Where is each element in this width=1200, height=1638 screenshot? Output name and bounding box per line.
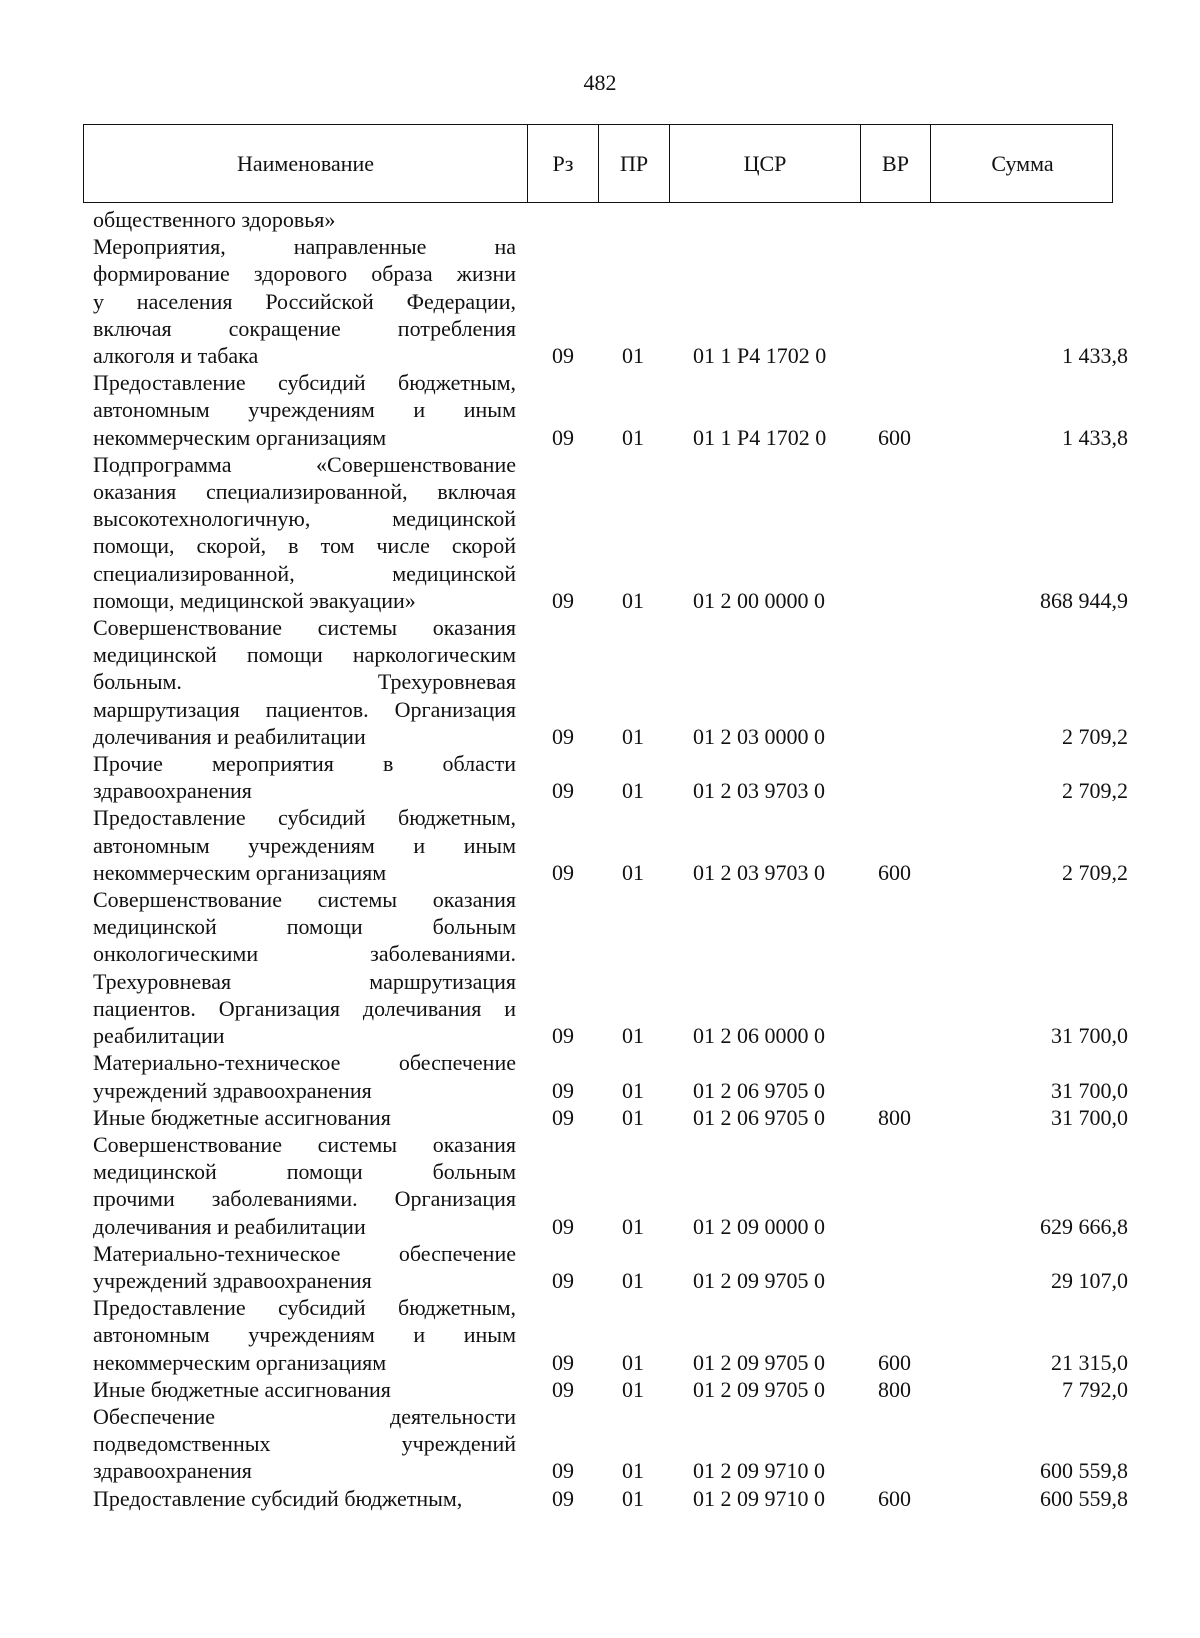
row-rz: 09 <box>552 1213 574 1239</box>
row-sum: 31 700,0 <box>1051 1023 1128 1049</box>
row-name-line: помощи, скорой, в том числе скорой <box>93 533 516 559</box>
row-rz: 09 <box>552 1458 574 1484</box>
row-name-line: больным. Трехуровневая <box>93 669 516 695</box>
row-vr: 600 <box>878 1485 911 1511</box>
row-sum: 1 433,8 <box>1062 343 1128 369</box>
row-name-line: Материально-техническое обеспечение <box>93 1050 516 1076</box>
row-pr: 01 <box>622 1023 644 1049</box>
header-pr: ПР <box>598 125 669 202</box>
row-pr: 01 <box>622 424 644 450</box>
row-sum: 629 666,8 <box>1040 1213 1128 1239</box>
row-pr: 01 <box>622 1213 644 1239</box>
row-name-line: Иные бюджетные ассигнования <box>93 1376 391 1402</box>
row-name-line: Прочие мероприятия в области <box>93 751 516 777</box>
table-header <box>83 124 1113 203</box>
row-rz: 09 <box>552 1267 574 1293</box>
row-name-line: онкологическими заболеваниями. <box>93 941 516 967</box>
row-name-line: формирование здорового образа жизни <box>93 261 516 287</box>
row-sum: 1 433,8 <box>1062 424 1128 450</box>
row-name-line: специализированной, медицинской <box>93 560 516 586</box>
header-sum: Сумма <box>930 125 1114 202</box>
table-row <box>0 369 1200 451</box>
row-name <box>93 1403 516 1485</box>
row-sum: 7 792,0 <box>1062 1376 1128 1402</box>
row-csr: 01 2 09 0000 0 <box>693 1213 825 1239</box>
row-pr: 01 <box>622 587 644 613</box>
header-name: Наименование <box>236 150 375 176</box>
row-csr: 01 2 09 9710 0 <box>693 1458 825 1484</box>
budget-table-body <box>0 206 1200 1512</box>
row-name <box>93 369 516 451</box>
row-rz: 09 <box>552 1077 574 1103</box>
row-name-line: здравоохранения <box>93 778 252 804</box>
table-row <box>0 804 1200 886</box>
row-rz: 09 <box>552 1485 574 1511</box>
row-vr: 600 <box>878 859 911 885</box>
row-pr: 01 <box>622 1104 644 1130</box>
row-rz: 09 <box>552 1349 574 1375</box>
row-rz: 09 <box>552 587 574 613</box>
row-name-line: маршрутизация пациентов. Организация <box>93 696 516 722</box>
row-pr: 01 <box>622 1267 644 1293</box>
table-row <box>0 1294 1200 1376</box>
row-name-line: автономным учреждениям и иным <box>93 832 516 858</box>
row-sum: 31 700,0 <box>1051 1104 1128 1130</box>
table-row <box>0 233 1200 369</box>
row-name <box>93 1485 516 1512</box>
row-rz: 09 <box>552 778 574 804</box>
row-pr: 01 <box>622 778 644 804</box>
row-name-line: алкоголя и табака <box>93 343 259 369</box>
row-name-line: общественного здоровья» <box>93 207 336 232</box>
row-pr: 01 <box>622 1485 644 1511</box>
row-name-line: долечивания и реабилитации <box>93 1213 366 1239</box>
table-row <box>0 1403 1200 1485</box>
row-name-line: Предоставление субсидий бюджетным, <box>93 1485 463 1511</box>
row-sum: 600 559,8 <box>1040 1458 1128 1484</box>
row-name-line: Материально-техническое обеспечение <box>93 1240 516 1266</box>
row-name-line: медицинской помощи наркологическим <box>93 642 516 668</box>
row-vr: 800 <box>878 1376 911 1402</box>
row-sum: 2 709,2 <box>1062 859 1128 885</box>
row-csr: 01 1 Р4 1702 0 <box>693 343 827 369</box>
row-name <box>93 1376 516 1403</box>
table-row <box>0 1376 1200 1403</box>
row-name-line: Совершенствование системы оказания <box>93 887 516 913</box>
table-row <box>0 750 1200 804</box>
row-name-line: некоммерческим организациям <box>93 859 387 885</box>
row-csr: 01 1 Р4 1702 0 <box>693 424 827 450</box>
row-csr: 01 2 03 9703 0 <box>693 859 825 885</box>
row-name-line: оказания специализированной, включая <box>93 479 516 505</box>
row-name-line: помощи, медицинской эвакуации» <box>93 587 416 613</box>
row-name <box>93 451 516 614</box>
row-csr: 01 2 06 9705 0 <box>693 1077 825 1103</box>
row-sum: 21 315,0 <box>1051 1349 1128 1375</box>
row-rz: 09 <box>552 859 574 885</box>
row-csr: 01 2 03 9703 0 <box>693 778 825 804</box>
row-pr: 01 <box>622 1376 644 1402</box>
row-rz: 09 <box>552 343 574 369</box>
row-sum: 2 709,2 <box>1062 723 1128 749</box>
header-rz: Рз <box>527 125 598 202</box>
row-csr: 01 2 09 9705 0 <box>693 1349 825 1375</box>
row-rz: 09 <box>552 723 574 749</box>
row-sum: 868 944,9 <box>1040 587 1128 613</box>
row-name <box>93 804 516 886</box>
table-row <box>0 1240 1200 1294</box>
table-row <box>0 1104 1200 1131</box>
row-name-line: у населения Российской Федерации, <box>93 288 516 314</box>
row-name-line: высокотехнологичную, медицинской <box>93 506 516 532</box>
row-name <box>93 1104 516 1131</box>
row-pr: 01 <box>622 1349 644 1375</box>
row-csr: 01 2 09 9705 0 <box>693 1267 825 1293</box>
row-pr: 01 <box>622 723 644 749</box>
table-row <box>0 206 1200 233</box>
table-row <box>0 1049 1200 1103</box>
row-name <box>93 1240 516 1294</box>
row-name-line: Совершенствование системы оказания <box>93 1131 516 1157</box>
row-name-line: Предоставление субсидий бюджетным, <box>93 370 516 396</box>
row-name-line: Совершенствование системы оказания <box>93 615 516 641</box>
row-name-line: некоммерческим организациям <box>93 1349 387 1375</box>
row-sum: 2 709,2 <box>1062 778 1128 804</box>
row-sum: 29 107,0 <box>1051 1267 1128 1293</box>
row-rz: 09 <box>552 424 574 450</box>
row-name-line: реабилитации <box>93 1023 225 1049</box>
row-name-line: пациентов. Организация долечивания и <box>93 995 516 1021</box>
row-name-line: Иные бюджетные ассигнования <box>93 1104 391 1130</box>
row-name-line: долечивания и реабилитации <box>93 723 366 749</box>
row-name-line: прочими заболеваниями. Организация <box>93 1186 516 1212</box>
row-vr: 800 <box>878 1104 911 1130</box>
row-name-line: Обеспечение деятельности <box>93 1403 516 1429</box>
row-rz: 09 <box>552 1376 574 1402</box>
table-row <box>0 1131 1200 1240</box>
row-pr: 01 <box>622 1077 644 1103</box>
row-name-line: Мероприятия, направленные на <box>93 234 516 260</box>
row-name-line: медицинской помощи больным <box>93 914 516 940</box>
row-csr: 01 2 09 9710 0 <box>693 1485 825 1511</box>
header-vr: ВР <box>860 125 930 202</box>
row-pr: 01 <box>622 859 644 885</box>
header-csr: ЦСР <box>669 125 860 202</box>
row-name <box>93 1049 516 1103</box>
row-csr: 01 2 06 0000 0 <box>693 1023 825 1049</box>
row-vr: 600 <box>878 424 911 450</box>
row-sum: 31 700,0 <box>1051 1077 1128 1103</box>
row-name-line: учреждений здравоохранения <box>93 1077 372 1103</box>
row-name <box>93 886 516 1049</box>
row-name <box>93 1294 516 1376</box>
row-rz: 09 <box>552 1104 574 1130</box>
row-pr: 01 <box>622 1458 644 1484</box>
row-name-line: Подпрограмма «Совершенствование <box>93 451 516 477</box>
row-csr: 01 2 03 0000 0 <box>693 723 825 749</box>
row-sum: 600 559,8 <box>1040 1485 1128 1511</box>
row-name-line: Трехуровневая маршрутизация <box>93 968 516 994</box>
row-csr: 01 2 09 9705 0 <box>693 1376 825 1402</box>
row-name <box>93 206 516 233</box>
row-csr: 01 2 06 9705 0 <box>693 1104 825 1130</box>
row-name-line: Предоставление субсидий бюджетным, <box>93 805 516 831</box>
row-name <box>93 233 516 369</box>
row-csr: 01 2 00 0000 0 <box>693 587 825 613</box>
row-name-line: автономным учреждениям и иным <box>93 1322 516 1348</box>
page-number: 482 <box>583 70 617 95</box>
row-name-line: здравоохранения <box>93 1458 252 1484</box>
row-name-line: подведомственных учреждений <box>93 1431 516 1457</box>
row-rz: 09 <box>552 1023 574 1049</box>
row-pr: 01 <box>622 343 644 369</box>
row-name <box>93 750 516 804</box>
row-name-line: автономным учреждениям и иным <box>93 397 516 423</box>
row-name <box>93 614 516 750</box>
row-name-line: медицинской помощи больным <box>93 1159 516 1185</box>
row-name <box>93 1131 516 1240</box>
row-name-line: включая сокращение потребления <box>93 315 516 341</box>
row-name-line: некоммерческим организациям <box>93 424 387 450</box>
table-row <box>0 451 1200 614</box>
table-row <box>0 614 1200 750</box>
table-row <box>0 1485 1200 1512</box>
row-name-line: учреждений здравоохранения <box>93 1267 372 1293</box>
row-name-line: Предоставление субсидий бюджетным, <box>93 1295 516 1321</box>
table-row <box>0 886 1200 1049</box>
row-vr: 600 <box>878 1349 911 1375</box>
